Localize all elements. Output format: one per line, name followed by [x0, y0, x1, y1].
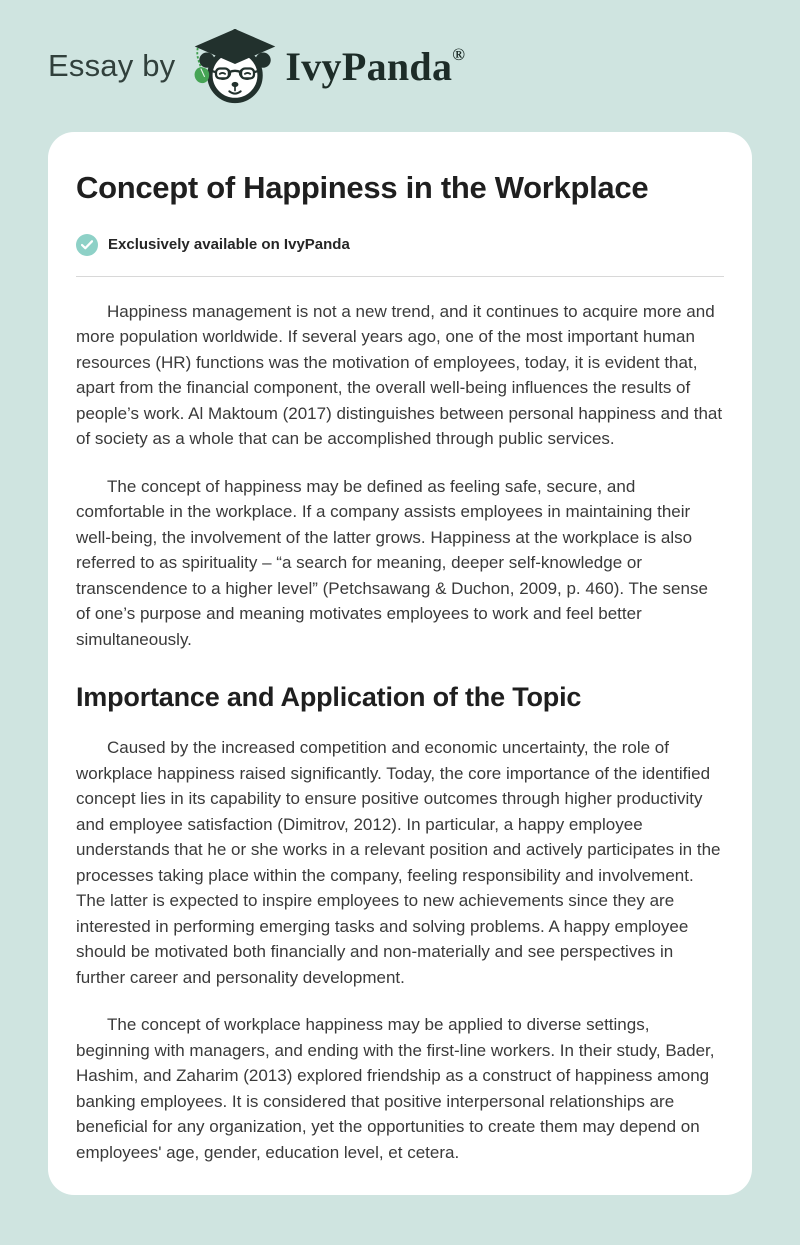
exclusive-badge-label: Exclusively available on IvyPanda [108, 236, 350, 254]
registered-trademark: ® [452, 44, 466, 64]
page-title: Concept of Happiness in the Workplace [76, 170, 649, 205]
essay-paragraph-1: Happiness management is not a new trend, and it continues to acquire more and more population worldwide. If several years ago, one of the most important human resources (HR) functions was the motivation of employees, today, it is evident that, apart from the financial component, the overall well-being influences the results of people’s work. Al Maktoum (2017) distinguishes between personal happiness and that of society as a whole that can be accomplished through public services. [76, 301, 723, 449]
exclusive-badge [76, 234, 724, 256]
ivypanda-logo-icon[interactable] [193, 29, 277, 105]
essay-paragraph-4: The concept of workplace happiness may be applied to diverse settings, beginning with managers, and ending with the first-line workers. In their study, Bader, Hashim, and Zaharim (2013) explored friendship as a construct of happiness among banking employees. It is considered that positive interpersonal relationships are beneficial for any organization, yet the opportunities to create them may depend on employees' age, gender, education level, et cetera. [76, 1015, 715, 1162]
essay-card [48, 132, 752, 1195]
brand-name[interactable] [285, 43, 465, 90]
essay-body [76, 299, 724, 1166]
brand-name-text: IvyPanda [285, 43, 453, 89]
essay-paragraph-3: Caused by the increased competition and economic uncertainty, the role of workplace happiness raised significantly. Today, the core importance of the identified concept lies in its capability to ensure positive outcomes through higher productivity and employee satisfaction (Dimitrov, 2012). In particular, a happy employee understands that he or she works in a relevant position and actively participates in the processes taking place within the company, feeling responsibility and involvement. The latter is expected to inspire employees to new achievements since they are interested in performing emerging tasks and solving problems. A happy employee should be motivated both financially and non-materially and see perspectives in further career and personality development. [76, 738, 721, 987]
page-header [0, 0, 800, 132]
divider [76, 276, 724, 277]
check-icon [76, 234, 98, 256]
section-heading: Importance and Application of the Topic [76, 682, 582, 713]
essay-by-label: Essay by [48, 48, 176, 83]
essay-paragraph-2: The concept of happiness may be defined as feeling safe, secure, and comfortable in the workplace. If a company assists employees in maintaining their well-being, the involvement of the latter grows. Happiness at the workplace is also referred to as spirituality – “a search for meaning, deeper self-knowledge or transcendence to a higher level” (Petchsawang & Duchon, 2009, p. 460). The sense of one’s purpose and meaning motivates employees to work and feel better simultaneously. [76, 476, 708, 649]
